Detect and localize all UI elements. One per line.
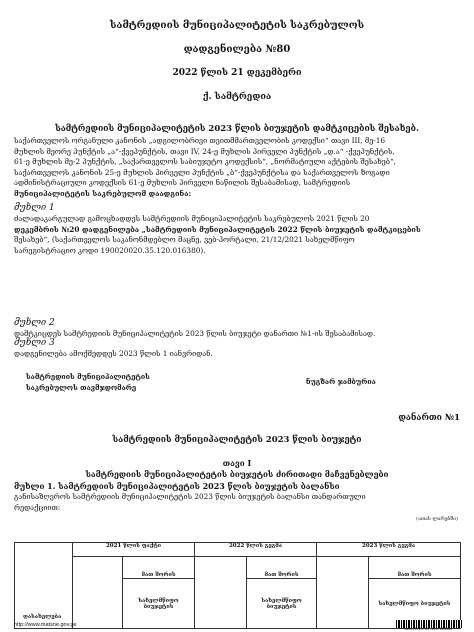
- table-cell: [73, 557, 123, 629]
- article-line: დეკემბრის №20 დადგენილება „სამტრედიის მუნიციპალიტეტის 2022 წლის ბიუჯეტის დამტკიცების: [14, 224, 421, 234]
- annex-article-text: [14, 492, 460, 513]
- budget-balance-table: [14, 542, 461, 629]
- signature-name: ნუგზარ ჯამბურია: [306, 377, 376, 386]
- signature-position-line-2: საკრებულოს თავმჯდომარე: [26, 383, 137, 392]
- barcode-image: [396, 620, 462, 628]
- table-cell: [317, 557, 369, 629]
- article-line: დამტკიცდეს სამტრედიის მუნიციპალიტეტის 2023 წლის ბიუჯეტი დანართი №1-ის შესაბამისად.: [14, 329, 376, 338]
- preamble-line: მუნიციპალიტეტის საკრებულომ დაადგინა:: [14, 188, 192, 198]
- table-row-label-cell: [15, 543, 73, 629]
- article-line: განისაზღვროს სამტრედიის მუნიციპალიტეტის 2023 წლის ბიუჯეტის ბალანსი თანდართული: [14, 492, 366, 501]
- preamble-line: 61-ე მუხლის მე-2 პუნქტის, „საქართველოს საბიუჯეტო კოდექსის“, „ნორმატიული აქტების შესახებ“,: [14, 157, 396, 167]
- article-1-heading: მუხლი 1: [14, 203, 55, 213]
- table-subheader-state-budget: სახელმწიფო ბიუჯეტის: [247, 579, 317, 629]
- table-header-2022: 2022 წლის გეგმა: [195, 543, 317, 557]
- footer-url: http://www.matsne.gov.ge: [14, 622, 77, 628]
- annex-article-heading: მუხლი 1. სამტრედიის მუნიციპალიტეტის 2023 წლის ბიუჯეტის ბალანსი: [14, 481, 340, 491]
- table-subheader-state-budget: სახელმწიფო ბიუჯეტის: [123, 579, 195, 629]
- currency-unit: (ათას ლარებში): [416, 516, 458, 522]
- table-row-label: დასახელება: [23, 614, 62, 620]
- annex-title: სამტრედიის მუნიციპალიტეტის 2023 წლის ბიუჯეტი: [112, 435, 362, 445]
- barcode-number: 190020020.35.120.016380: [404, 628, 453, 632]
- table-header-2021: 2021 წლის ფაქტი: [73, 543, 195, 557]
- article-3-text: [14, 349, 460, 360]
- decision-date: 2022 წლის 21 დეკემბერი: [172, 68, 302, 78]
- chapter-title: სამტრედიის მუნიციპალიტეტის ბიუჯეტის ძირითადი მაჩვენებლები: [85, 469, 389, 479]
- table-subheader: მათ შორის: [123, 557, 195, 579]
- article-line: რედაქციით:: [14, 502, 61, 512]
- decision-number: დადგენილება №80: [183, 44, 291, 55]
- article-line: შესახებ“, (საქართველოს საკანონმდებლო მაცნე, ვებ-პორტალი, 21/12/2021 სახელმწიფო: [14, 235, 355, 245]
- decision-city: ქ. სამტრედია: [202, 92, 272, 102]
- decision-subject: სამტრედიის მუნიციპალიტეტის 2023 წლის ბიუჯეტის დამტკიცების შესახებ.: [55, 124, 419, 134]
- article-line: დადგენილება ამოქმედდეს 2023 წლის 1 იანვრიდან.: [14, 349, 213, 358]
- chapter-number: თავი I: [222, 458, 252, 468]
- preamble-line: საქართველოს ორგანული კანონის „ადგილობრივი თვითმმართველობის კოდექსი“ თავი III, მე-16: [14, 136, 386, 145]
- annex-label: დანართი №1: [398, 413, 460, 423]
- council-title: სამტრედიის მუნიციპალიტეტის საკრებულოს: [109, 20, 365, 31]
- article-line: სარეგისტრაციო კოდი 190020020.35.120.016380).: [14, 245, 206, 255]
- preamble-line: ადმინისტრაციული კოდექსის 61-ე მუხლის პირველი ნაწილის შესაბამისად, სამტრედიის: [14, 178, 351, 188]
- signature-position-line-1: სამტრედიის მუნიციპალიტეტის: [26, 372, 150, 381]
- table-subheader: მათ შორის: [247, 557, 317, 579]
- article-3-heading: მუხლი 3: [14, 338, 55, 348]
- article-2-heading: მუხლი 2: [14, 318, 55, 328]
- table-subheader-state-budget: სახელმწიფო ბიუჯეტის: [369, 579, 461, 629]
- preamble: [14, 136, 460, 200]
- preamble-line: მუხლის მეორე პუნქტის „ა“-ქვეპუნქტის, თავი IV, 24-ე მუხლის პირველი პუნქტის „დ.ა“ -ქვეპუნქტის,: [14, 146, 395, 156]
- preamble-line: საქართველოს კანონის 25-ე მუხლის პირველი პუნქტის „ბ“-ქვეპუნქტისა და საქართველოს ზოგადი: [14, 167, 390, 177]
- table-subheader: მათ შორის: [369, 557, 461, 579]
- article-2-text: [14, 329, 460, 340]
- article-1-text: [14, 214, 460, 256]
- table-cell: [195, 557, 247, 629]
- table-header-2023: 2023 წლის გეგმა: [317, 543, 461, 557]
- article-line: ძალადაკარგულად გამოცხადდეს სამტრედიის მუნიციპალიტეტის საკრებულოს 2021 წლის 20: [14, 214, 370, 223]
